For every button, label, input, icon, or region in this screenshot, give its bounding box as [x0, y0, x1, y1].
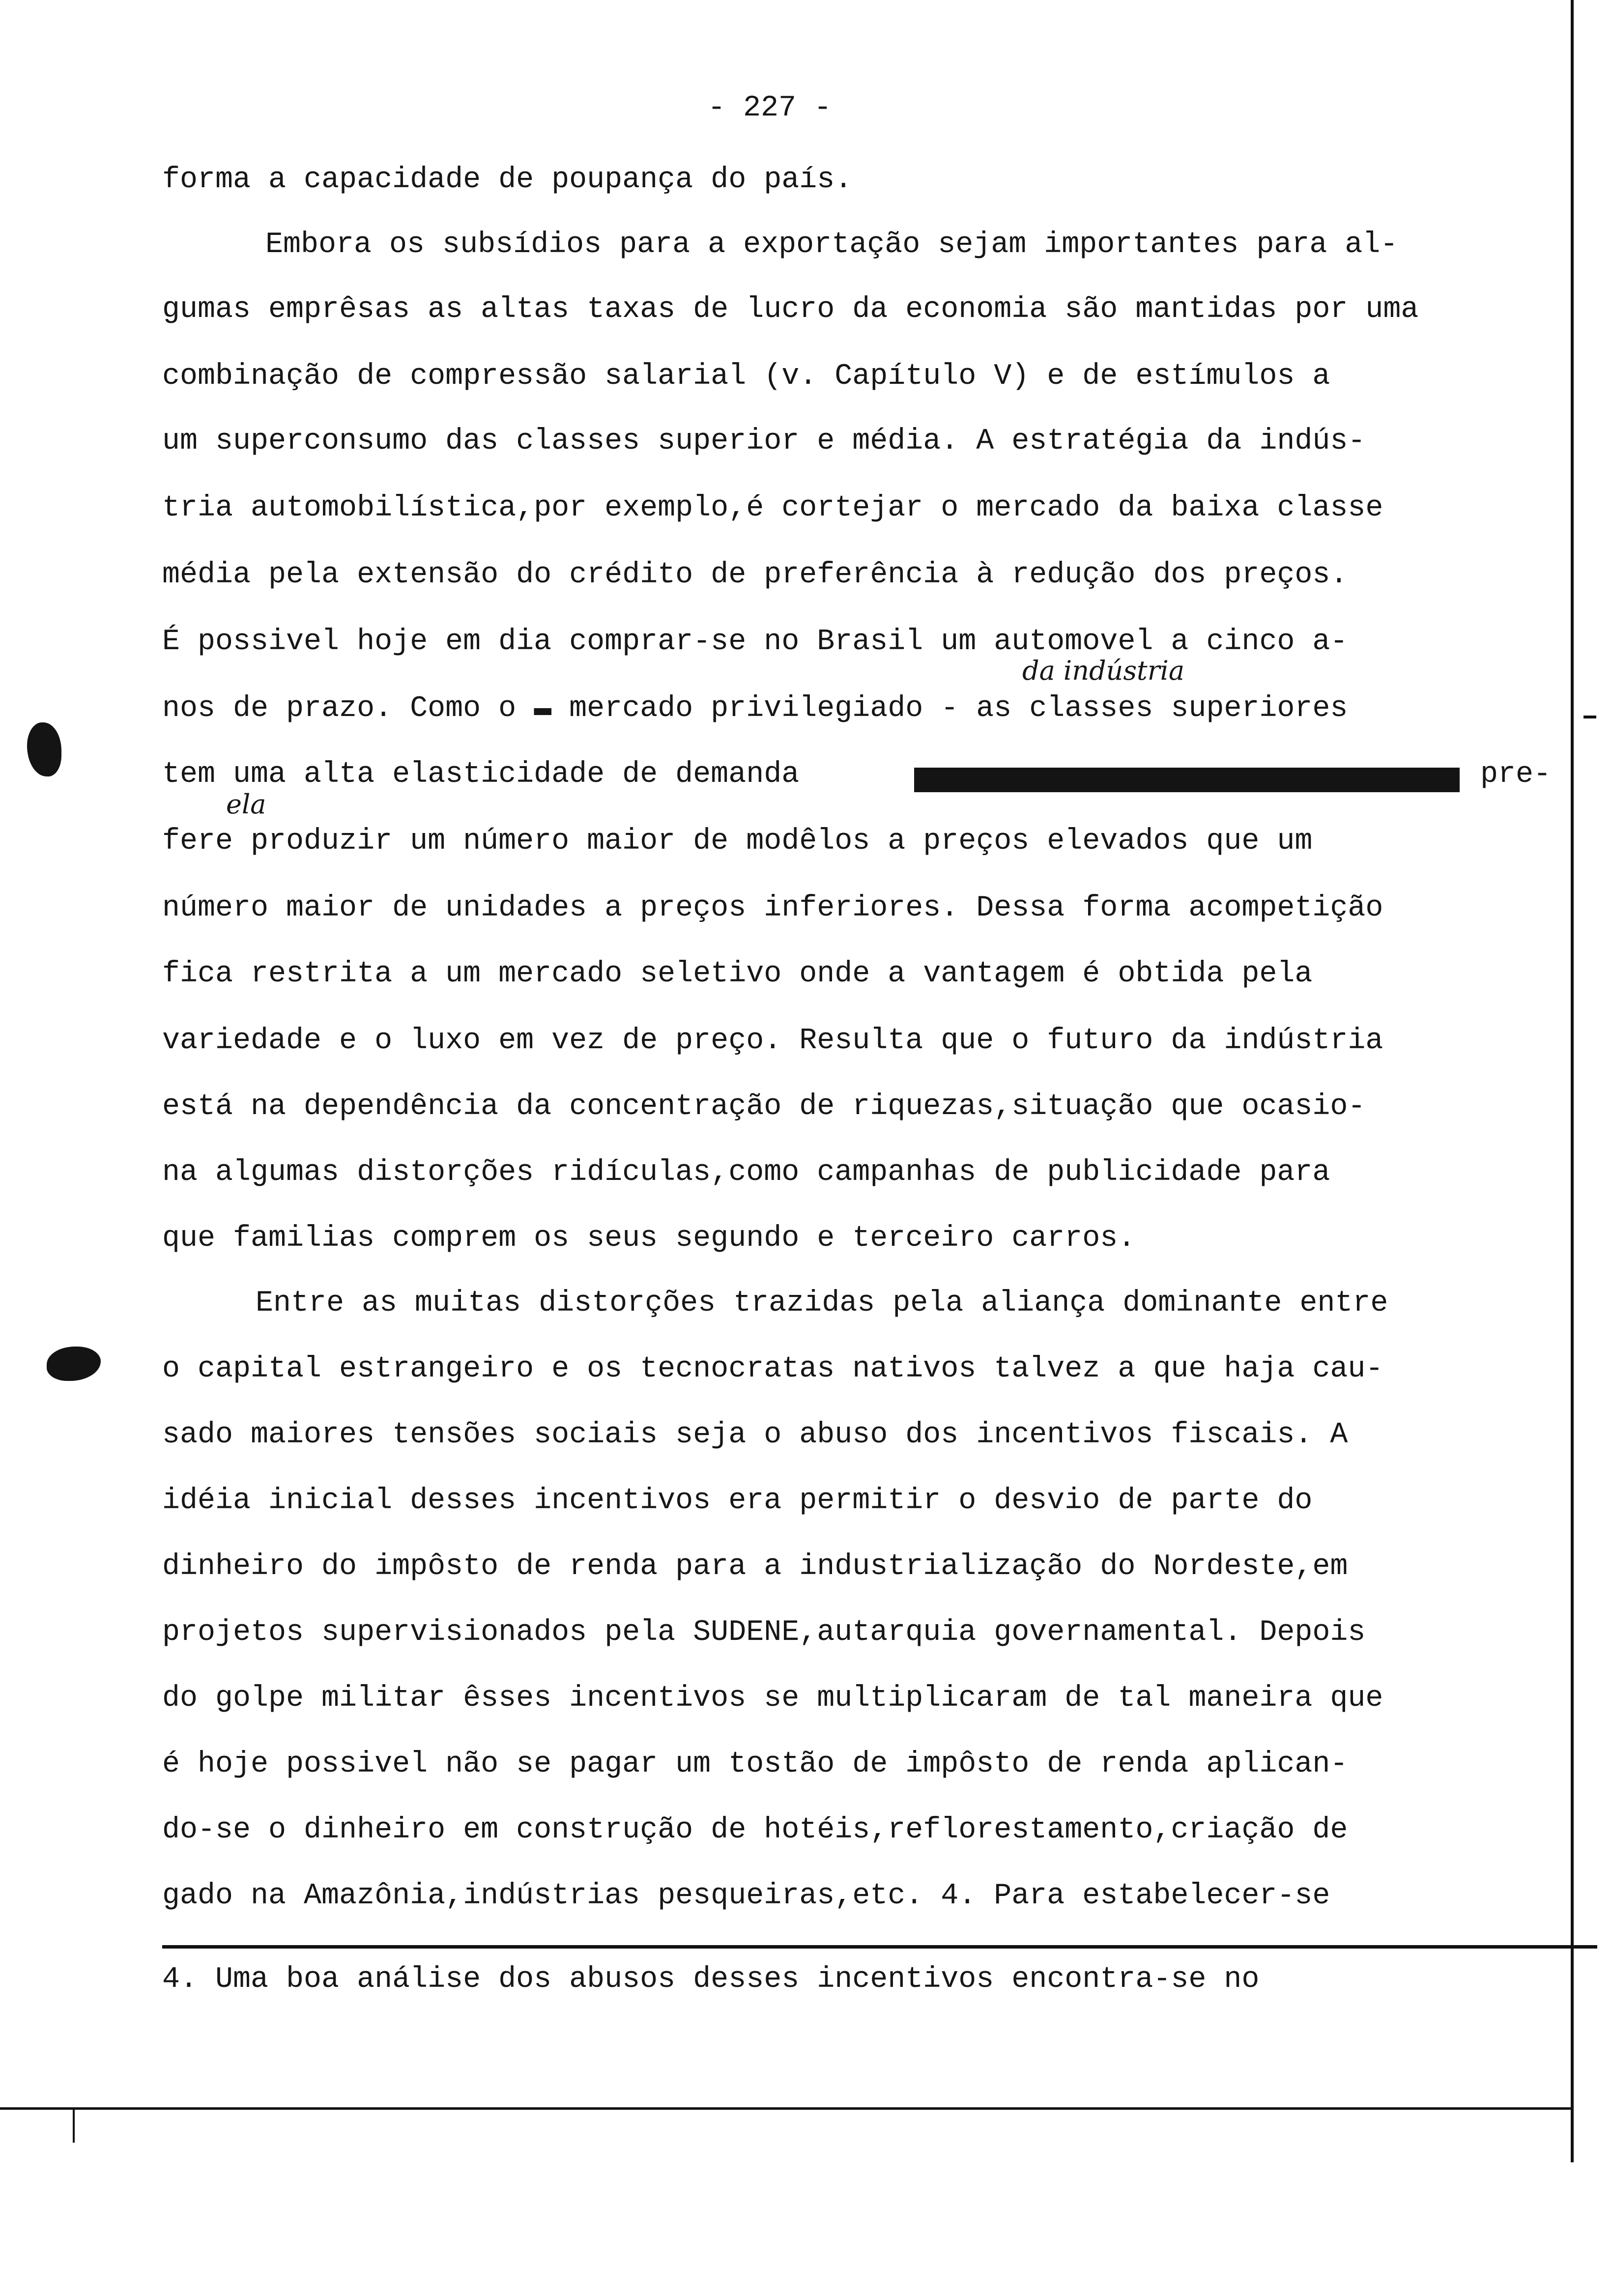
text-line: gumas emprêsas as altas taxas de lucro da economia são mantidas por uma — [162, 293, 1419, 326]
text-line: do golpe militar êsses incentivos se multiplicaram de tal maneira que — [162, 1682, 1383, 1715]
text-line: É possivel hoje em dia comprar-se no Brasil um automovel a cinco a- — [162, 625, 1348, 659]
text-line: fica restrita a um mercado seletivo onde a vantagem é obtida pela — [162, 957, 1313, 991]
text-line: nos de prazo. Como o ▬ mercado privilegiado - as classes superiores — [162, 692, 1348, 725]
text-line: pre- — [1480, 758, 1552, 791]
text-line: o capital estrangeiro e os tecnocratas nativos talvez a que haja cau- — [162, 1352, 1383, 1386]
text-line: Entre as muitas distorções trazidas pela aliança dominante entre — [256, 1287, 1388, 1320]
punch-hole-mark — [27, 722, 61, 776]
bottom-tick — [73, 2108, 75, 2143]
bottom-rule — [0, 2107, 1571, 2110]
margin-rule — [1571, 0, 1574, 2162]
handwritten-insert: ela — [226, 789, 266, 820]
punch-hole-mark — [47, 1347, 101, 1381]
text-line: projetos supervisionados pela SUDENE,autarquia governamental. Depois — [162, 1616, 1366, 1649]
text-line: sado maiores tensões sociais seja o abuso dos incentivos fiscais. A — [162, 1418, 1348, 1452]
footnote-separator — [162, 1945, 1597, 1949]
redaction-bar — [914, 768, 1460, 792]
text-line: variedade e o luxo em vez de preço. Resulta que o futuro da indústria — [162, 1024, 1383, 1058]
text-line: está na dependência da concentração de riquezas,situação que ocasio- — [162, 1090, 1366, 1123]
text-line: do-se o dinheiro em construção de hotéis,reflorestamento,criação de — [162, 1813, 1348, 1847]
text-line: é hoje possivel não se pagar um tostão de impôsto de renda aplican- — [162, 1748, 1348, 1781]
text-line: tria automobilística,por exemplo,é cortejar o mercado da baixa classe — [162, 491, 1383, 525]
text-line: dinheiro do impôsto de renda para a industrialização do Nordeste,em — [162, 1550, 1348, 1583]
text-line: combinação de compressão salarial (v. Capítulo V) e de estímulos a — [162, 360, 1330, 393]
text-line: fere produzir um número maior de modêlos a preços elevados que um — [162, 825, 1313, 858]
margin-tick — [1583, 716, 1596, 718]
text-line: que familias comprem os seus segundo e terceiro carros. — [162, 1222, 1136, 1255]
page-number: - 227 - — [708, 91, 832, 125]
text-line: forma a capacidade de poupança do país. — [162, 163, 853, 197]
text-line: média pela extensão do crédito de preferência à redução dos preços. — [162, 558, 1348, 592]
text-line: um superconsumo das classes superior e média. A estratégia da indús- — [162, 425, 1366, 458]
text-line: número maior de unidades a preços inferiores. Dessa forma acompetição — [162, 891, 1383, 925]
handwritten-insert: da indústria — [1022, 655, 1185, 686]
text-line: idéia inicial desses incentivos era permitir o desvio de parte do — [162, 1484, 1313, 1518]
text-line: gado na Amazônia,indústrias pesqueiras,etc. 4. Para estabelecer-se — [162, 1879, 1330, 1913]
text-line: tem uma alta elasticidade de demanda — [162, 758, 800, 791]
text-line: Embora os subsídios para a exportação sejam importantes para al- — [265, 228, 1398, 261]
footnote-text: 4. Uma boa análise dos abusos desses incentivos encontra-se no — [162, 1963, 1260, 1996]
text-line: na algumas distorções ridículas,como campanhas de publicidade para — [162, 1156, 1330, 1189]
